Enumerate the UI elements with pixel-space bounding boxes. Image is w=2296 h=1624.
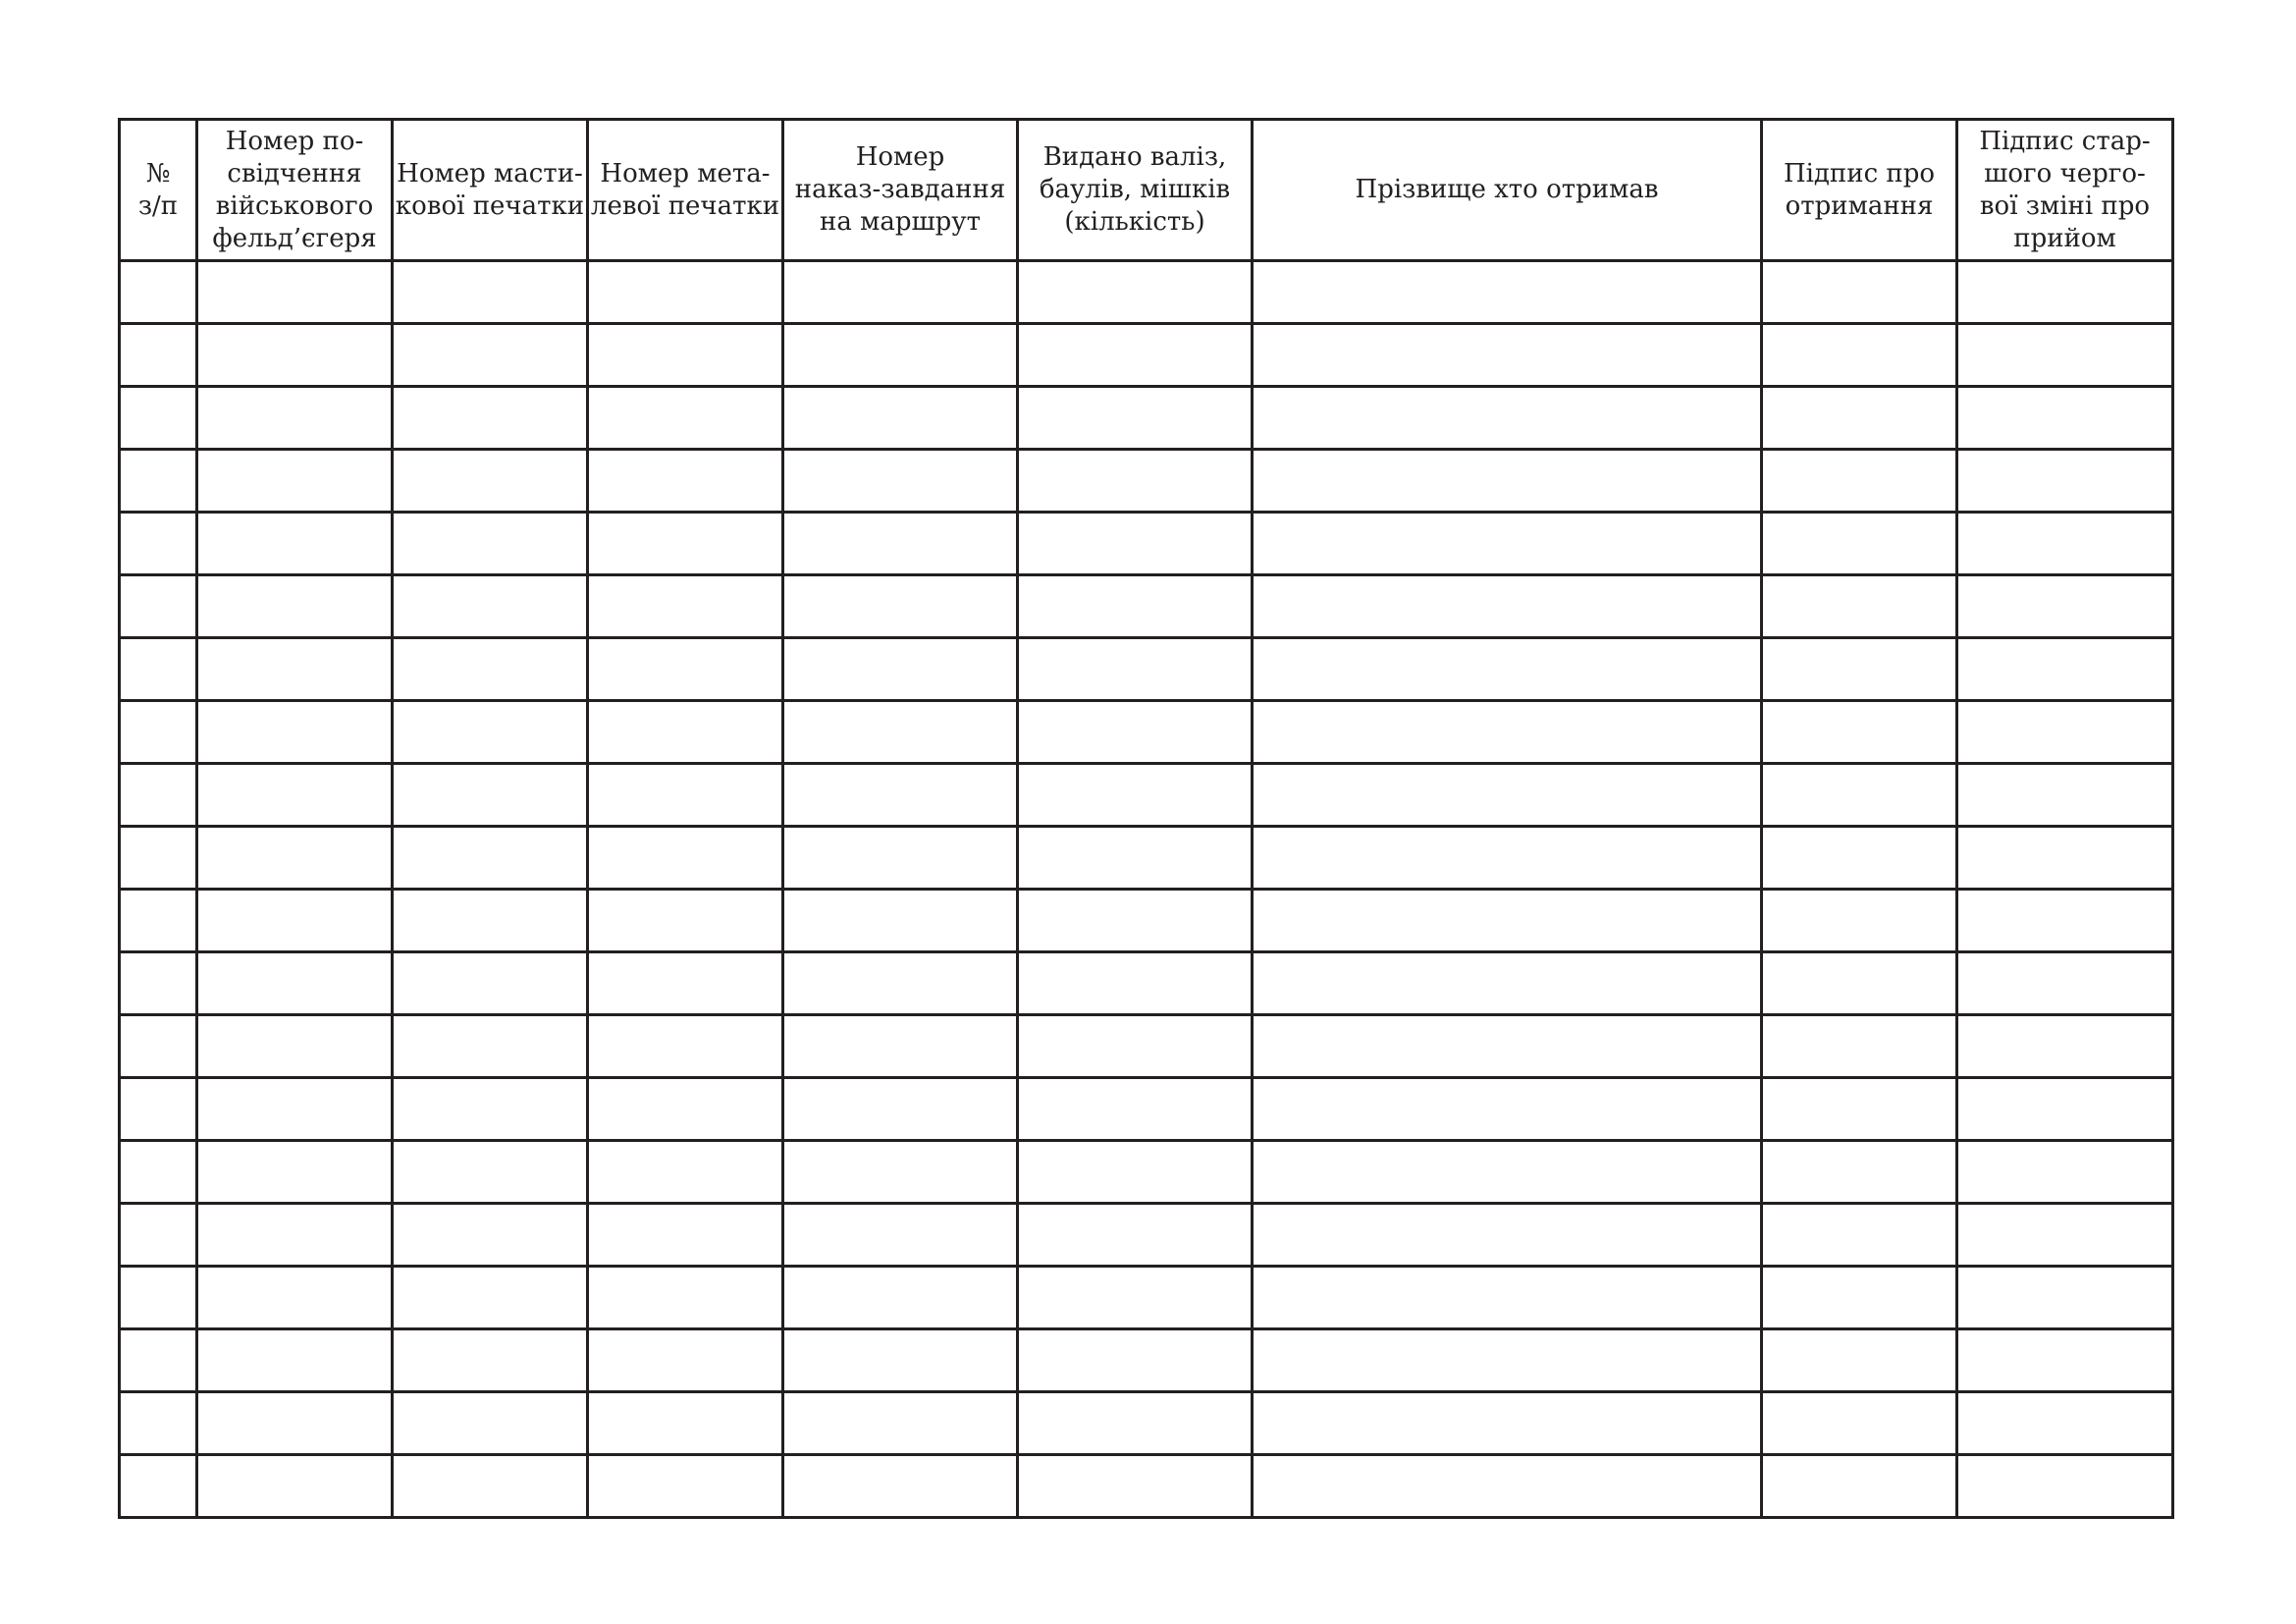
receipt-signature-cell [1762,1078,1957,1141]
receipt-signature-cell [1762,827,1957,890]
courier-id-cell [197,890,393,952]
recipient-surname-cell [1253,1204,1762,1267]
receipt-signature-cell [1762,1392,1957,1455]
route-order-cell [783,513,1018,575]
bags-count-cell [1018,513,1253,575]
table-header [120,120,2173,261]
courier-id-cell [197,1455,393,1518]
courier-id-cell [197,952,393,1015]
row-number-cell [120,764,197,827]
senior-duty-signature-cell [1957,764,2173,827]
receipt-signature-cell [1762,1329,1957,1392]
recipient-surname-cell [1253,513,1762,575]
mastic-seal-cell [393,1141,588,1204]
courier-id-cell [197,1078,393,1141]
route-order-cell [783,387,1018,450]
senior-duty-signature-cell [1957,701,2173,764]
metal-seal-cell [588,701,783,764]
recipient-surname-cell [1253,450,1762,513]
table-row [120,575,2173,638]
row-number-cell [120,513,197,575]
recipient-surname-cell [1253,952,1762,1015]
table-row [120,1392,2173,1455]
route-order-cell [783,1015,1018,1078]
row-number-cell [120,1015,197,1078]
route-order-cell [783,701,1018,764]
recipient-surname-cell [1253,1015,1762,1078]
senior-duty-signature-cell [1957,827,2173,890]
senior-duty-signature-cell [1957,1329,2173,1392]
mastic-seal-cell [393,1329,588,1392]
table-row [120,638,2173,701]
receipt-signature-cell [1762,324,1957,387]
header-mastic-seal-number: Номер масти- кової печатки [393,120,588,261]
route-order-cell [783,1078,1018,1141]
header-recipient-surname: Прізвище хто отримав [1253,120,1762,261]
receipt-signature-cell [1762,952,1957,1015]
recipient-surname-cell [1253,827,1762,890]
bags-count-cell [1018,638,1253,701]
bags-count-cell [1018,1267,1253,1329]
bags-count-cell [1018,1329,1253,1392]
courier-id-cell [197,764,393,827]
receipt-signature-cell [1762,513,1957,575]
courier-id-cell [197,1015,393,1078]
mastic-seal-cell [393,701,588,764]
route-order-cell [783,764,1018,827]
recipient-surname-cell [1253,1392,1762,1455]
table-row [120,324,2173,387]
metal-seal-cell [588,764,783,827]
table-row [120,764,2173,827]
route-order-cell [783,324,1018,387]
mastic-seal-cell [393,1204,588,1267]
row-number-cell [120,952,197,1015]
header-metal-seal-number: Номер мета- левої печатки [588,120,783,261]
receipt-signature-cell [1762,764,1957,827]
senior-duty-signature-cell [1957,1455,2173,1518]
courier-id-cell [197,513,393,575]
bags-count-cell [1018,450,1253,513]
courier-id-cell [197,1204,393,1267]
receipt-signature-cell [1762,1455,1957,1518]
receipt-signature-cell [1762,261,1957,324]
row-number-cell [120,1204,197,1267]
recipient-surname-cell [1253,575,1762,638]
receipt-signature-cell [1762,575,1957,638]
receipt-signature-cell [1762,1015,1957,1078]
header-senior-duty-signature: Підпис стар- шого черго- вої зміні про прийом [1957,120,2173,261]
row-number-cell [120,387,197,450]
row-number-cell [120,575,197,638]
bags-count-cell [1018,952,1253,1015]
header-receipt-signature: Підпис про отримання [1762,120,1957,261]
route-order-cell [783,1392,1018,1455]
row-number-cell [120,1078,197,1141]
mastic-seal-cell [393,952,588,1015]
mastic-seal-cell [393,324,588,387]
recipient-surname-cell [1253,1455,1762,1518]
recipient-surname-cell [1253,1267,1762,1329]
row-number-cell [120,261,197,324]
row-number-cell [120,1267,197,1329]
metal-seal-cell [588,450,783,513]
courier-id-cell [197,575,393,638]
metal-seal-cell [588,1141,783,1204]
courier-id-cell [197,261,393,324]
table-row [120,890,2173,952]
mastic-seal-cell [393,1015,588,1078]
metal-seal-cell [588,1392,783,1455]
recipient-surname-cell [1253,890,1762,952]
metal-seal-cell [588,261,783,324]
route-order-cell [783,1141,1018,1204]
bags-count-cell [1018,1078,1253,1141]
courier-id-cell [197,827,393,890]
mastic-seal-cell [393,450,588,513]
senior-duty-signature-cell [1957,638,2173,701]
table-row [120,261,2173,324]
recipient-surname-cell [1253,1329,1762,1392]
mastic-seal-cell [393,513,588,575]
metal-seal-cell [588,1329,783,1392]
table-row [120,1267,2173,1329]
header-courier-id-number: Номер по- свідчення військового фельд’єгеря [197,120,393,261]
senior-duty-signature-cell [1957,450,2173,513]
recipient-surname-cell [1253,261,1762,324]
courier-id-cell [197,1267,393,1329]
header-bags-issued-count: Видано валіз, баулів, мішків (кількість) [1018,120,1253,261]
senior-duty-signature-cell [1957,1204,2173,1267]
row-number-cell [120,701,197,764]
metal-seal-cell [588,1455,783,1518]
courier-id-cell [197,1141,393,1204]
bags-count-cell [1018,701,1253,764]
bags-count-cell [1018,324,1253,387]
bags-count-cell [1018,1204,1253,1267]
courier-id-cell [197,1392,393,1455]
senior-duty-signature-cell [1957,387,2173,450]
route-order-cell [783,952,1018,1015]
route-order-cell [783,261,1018,324]
table-row [120,1141,2173,1204]
table-row [120,1329,2173,1392]
table-row [120,701,2173,764]
metal-seal-cell [588,638,783,701]
route-order-cell [783,890,1018,952]
route-order-cell [783,638,1018,701]
mastic-seal-cell [393,1392,588,1455]
courier-id-cell [197,387,393,450]
metal-seal-cell [588,575,783,638]
row-number-cell [120,1329,197,1392]
row-number-cell [120,1392,197,1455]
metal-seal-cell [588,513,783,575]
courier-id-cell [197,450,393,513]
metal-seal-cell [588,387,783,450]
metal-seal-cell [588,890,783,952]
bags-count-cell [1018,387,1253,450]
recipient-surname-cell [1253,638,1762,701]
receipt-signature-cell [1762,890,1957,952]
row-number-cell [120,638,197,701]
header-row [120,120,2173,261]
bags-count-cell [1018,575,1253,638]
bags-count-cell [1018,261,1253,324]
mastic-seal-cell [393,827,588,890]
bags-count-cell [1018,1455,1253,1518]
receipt-signature-cell [1762,701,1957,764]
mastic-seal-cell [393,261,588,324]
mastic-seal-cell [393,1267,588,1329]
receipt-signature-cell [1762,450,1957,513]
courier-id-cell [197,1329,393,1392]
recipient-surname-cell [1253,1141,1762,1204]
bags-count-cell [1018,1392,1253,1455]
route-order-cell [783,1455,1018,1518]
receipt-signature-cell [1762,638,1957,701]
courier-id-cell [197,324,393,387]
metal-seal-cell [588,1267,783,1329]
metal-seal-cell [588,1015,783,1078]
recipient-surname-cell [1253,764,1762,827]
senior-duty-signature-cell [1957,1015,2173,1078]
senior-duty-signature-cell [1957,890,2173,952]
row-number-cell [120,827,197,890]
mastic-seal-cell [393,764,588,827]
table-row [120,1204,2173,1267]
route-order-cell [783,827,1018,890]
mastic-seal-cell [393,890,588,952]
senior-duty-signature-cell [1957,1392,2173,1455]
row-number-cell [120,324,197,387]
table-row [120,827,2173,890]
receipt-signature-cell [1762,1267,1957,1329]
route-order-cell [783,1204,1018,1267]
mastic-seal-cell [393,575,588,638]
header-route-order-number: Номер наказ-завдання на маршрут [783,120,1018,261]
mastic-seal-cell [393,1078,588,1141]
courier-id-cell [197,638,393,701]
receipt-signature-cell [1762,1204,1957,1267]
bags-count-cell [1018,1141,1253,1204]
table-row [120,1078,2173,1141]
mastic-seal-cell [393,638,588,701]
route-order-cell [783,1329,1018,1392]
senior-duty-signature-cell [1957,513,2173,575]
register-table [118,118,2174,1519]
senior-duty-signature-cell [1957,324,2173,387]
table-body [120,261,2173,1518]
senior-duty-signature-cell [1957,952,2173,1015]
table-row [120,1455,2173,1518]
table-row [120,1015,2173,1078]
row-number-cell [120,890,197,952]
table-row [120,387,2173,450]
route-order-cell [783,1267,1018,1329]
table-row [120,513,2173,575]
metal-seal-cell [588,1204,783,1267]
metal-seal-cell [588,1078,783,1141]
senior-duty-signature-cell [1957,1078,2173,1141]
recipient-surname-cell [1253,1078,1762,1141]
table-row [120,952,2173,1015]
bags-count-cell [1018,1015,1253,1078]
senior-duty-signature-cell [1957,1141,2173,1204]
mastic-seal-cell [393,1455,588,1518]
bags-count-cell [1018,827,1253,890]
receipt-signature-cell [1762,387,1957,450]
header-row-number: № з/п [120,120,197,261]
receipt-signature-cell [1762,1141,1957,1204]
route-order-cell [783,575,1018,638]
metal-seal-cell [588,952,783,1015]
bags-count-cell [1018,890,1253,952]
recipient-surname-cell [1253,701,1762,764]
senior-duty-signature-cell [1957,261,2173,324]
bags-count-cell [1018,764,1253,827]
mastic-seal-cell [393,387,588,450]
recipient-surname-cell [1253,387,1762,450]
row-number-cell [120,1141,197,1204]
metal-seal-cell [588,324,783,387]
table-row [120,450,2173,513]
senior-duty-signature-cell [1957,575,2173,638]
route-order-cell [783,450,1018,513]
recipient-surname-cell [1253,324,1762,387]
senior-duty-signature-cell [1957,1267,2173,1329]
metal-seal-cell [588,827,783,890]
row-number-cell [120,450,197,513]
row-number-cell [120,1455,197,1518]
courier-id-cell [197,701,393,764]
